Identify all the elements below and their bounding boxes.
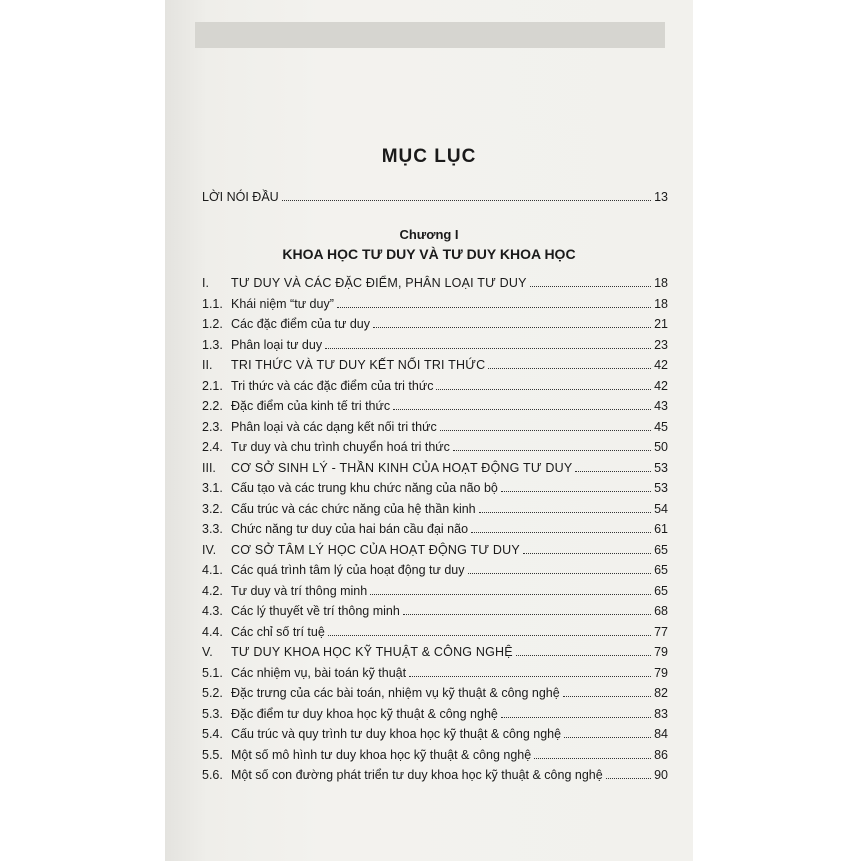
leader-dots: [325, 348, 651, 349]
entry-number: IV.: [202, 543, 217, 557]
leader-dots: [337, 307, 651, 308]
entry-number: 1.2.: [202, 317, 223, 331]
entry-label: Các lý thuyết về trí thông minh: [231, 604, 400, 618]
entry-label: Một số mô hình tư duy khoa học kỹ thuật & công nghệ: [231, 748, 532, 762]
entry-number: 1.1.: [202, 297, 223, 311]
entry-page: 65: [654, 543, 668, 557]
toc-entry[interactable]: [202, 518, 668, 536]
entry-page: 84: [654, 727, 668, 741]
entry-label: Chức năng tư duy của hai bán cầu đại não: [231, 522, 469, 536]
leader-dots: [328, 635, 651, 636]
entry-label: Đặc trưng của các bài toán, nhiệm vụ kỹ thuật & công nghệ: [231, 686, 560, 700]
entry-number: 5.2.: [202, 686, 223, 700]
entry-label: Cấu tạo và các trung khu chức năng của não bộ: [231, 481, 498, 495]
entry-label: Khái niệm “tư duy”: [231, 297, 334, 311]
toc-entry[interactable]: [202, 334, 668, 352]
entry-page: 18: [654, 276, 668, 290]
leader-dots: [501, 717, 651, 718]
bleed-through-band: [195, 22, 665, 48]
entry-label: TRI THỨC VÀ TƯ DUY KẾT NỐI TRI THỨC: [231, 358, 486, 372]
entry-page: 18: [654, 297, 668, 311]
entry-number: I.: [202, 276, 209, 290]
toc-entry[interactable]: [202, 539, 668, 557]
entry-number: 1.3.: [202, 338, 223, 352]
entry-label: CƠ SỞ TÂM LÝ HỌC CỦA HOẠT ĐỘNG TƯ DUY: [231, 543, 520, 557]
entry-number: 2.4.: [202, 440, 223, 454]
entry-label: CƠ SỞ SINH LÝ - THẦN KINH CỦA HOẠT ĐỘNG TƯ DUY: [231, 461, 573, 475]
entry-label: Đặc điểm tư duy khoa học kỹ thuật & công nghệ: [231, 707, 498, 721]
entry-number: 4.1.: [202, 563, 223, 577]
entry-number: 5.1.: [202, 666, 223, 680]
entry-page: 54: [654, 502, 668, 516]
entry-page: 68: [654, 604, 668, 618]
leader-dots: [403, 614, 651, 615]
entry-number: 3.2.: [202, 502, 223, 516]
toc-entry[interactable]: [202, 293, 668, 311]
entry-label: Tri thức và các đặc điểm của tri thức: [231, 379, 434, 393]
toc-entry[interactable]: [202, 641, 668, 659]
toc-entry[interactable]: [202, 600, 668, 618]
entry-page: 53: [654, 481, 668, 495]
entry-label: Các chỉ số trí tuệ: [231, 625, 325, 639]
entry-page: 79: [654, 645, 668, 659]
entry-label: Tư duy và trí thông minh: [231, 584, 368, 598]
toc-entry[interactable]: [202, 621, 668, 639]
toc-entry[interactable]: [202, 395, 668, 413]
entry-label: Phân loại và các dạng kết nối tri thức: [231, 420, 437, 434]
entry-page: 61: [654, 522, 668, 536]
leader-dots: [534, 758, 651, 759]
entry-label: TƯ DUY KHOA HỌC KỸ THUẬT & CÔNG NGHỆ: [231, 645, 513, 659]
toc-entry[interactable]: [202, 662, 668, 680]
entry-page: 79: [654, 666, 668, 680]
leader-dots: [468, 573, 652, 574]
entry-number: III.: [202, 461, 216, 475]
entry-page: 82: [654, 686, 668, 700]
toc-entry[interactable]: [202, 436, 668, 454]
toc-entry[interactable]: [202, 744, 668, 762]
page-title: MỤC LỤC: [381, 146, 477, 167]
entry-label: Các quá trình tâm lý của hoạt động tư duy: [231, 563, 465, 577]
leader-dots: [479, 512, 651, 513]
leader-dots: [471, 532, 651, 533]
leader-dots: [606, 778, 651, 779]
entry-number: 5.5.: [202, 748, 223, 762]
leader-dots: [436, 389, 651, 390]
entry-number: 4.3.: [202, 604, 223, 618]
entry-number: 2.1.: [202, 379, 223, 393]
entry-number: II.: [202, 358, 213, 372]
preface-label: LỜI NÓI ĐẦU: [202, 190, 279, 204]
entry-label: Cấu trúc và quy trình tư duy khoa học kỹ thuật & công nghệ: [231, 727, 562, 741]
entry-page: 90: [654, 768, 668, 782]
leader-dots: [282, 200, 651, 201]
toc-entry[interactable]: [202, 764, 668, 782]
leader-dots: [523, 553, 651, 554]
toc-entry[interactable]: [202, 559, 668, 577]
leader-dots: [370, 594, 651, 595]
entry-number: V.: [202, 645, 213, 659]
entry-label: Đặc điểm của kinh tế tri thức: [231, 399, 391, 413]
toc-entry[interactable]: [202, 703, 668, 721]
entry-number: 2.2.: [202, 399, 223, 413]
leader-dots: [563, 696, 651, 697]
toc-entry[interactable]: [202, 682, 668, 700]
entry-label: Cấu trúc và các chức năng của hệ thần kinh: [231, 502, 476, 516]
entry-label: Một số con đường phát triển tư duy khoa học kỹ thuật & công nghệ: [231, 768, 603, 782]
entry-number: 5.4.: [202, 727, 223, 741]
entry-page: 77: [654, 625, 668, 639]
toc-entry[interactable]: [202, 477, 668, 495]
entry-number: 4.2.: [202, 584, 223, 598]
entry-page: 65: [654, 563, 668, 577]
entry-page: 43: [654, 399, 668, 413]
toc-entry[interactable]: [202, 580, 668, 598]
entry-label: Các nhiệm vụ, bài toán kỹ thuật: [231, 666, 407, 680]
entry-label: Tư duy và chu trình chuyển hoá tri thức: [231, 440, 450, 454]
toc-entry[interactable]: [202, 416, 668, 434]
toc-entry[interactable]: [202, 375, 668, 393]
leader-dots: [488, 368, 651, 369]
leader-dots: [516, 655, 651, 656]
preface-row[interactable]: [202, 186, 668, 204]
leader-dots: [501, 491, 651, 492]
entry-page: 21: [654, 317, 668, 331]
entry-number: 2.3.: [202, 420, 223, 434]
entry-label: Các đặc điểm của tư duy: [231, 317, 370, 331]
toc-entry[interactable]: [202, 313, 668, 331]
leader-dots: [564, 737, 651, 738]
entry-number: 5.3.: [202, 707, 223, 721]
entry-label: Phân loại tư duy: [231, 338, 323, 352]
leader-dots: [393, 409, 651, 410]
entry-page: 53: [654, 461, 668, 475]
chapter-title: KHOA HỌC TƯ DUY VÀ TƯ DUY KHOA HỌC: [282, 246, 576, 262]
entry-page: 50: [654, 440, 668, 454]
leader-dots: [453, 450, 651, 451]
entry-page: 23: [654, 338, 668, 352]
toc-entry[interactable]: [202, 354, 668, 372]
toc-entry[interactable]: [202, 457, 668, 475]
entry-number: 3.1.: [202, 481, 223, 495]
toc-entry[interactable]: [202, 272, 668, 290]
preface-page: 13: [654, 190, 668, 204]
toc-entry[interactable]: [202, 723, 668, 741]
entry-number: 5.6.: [202, 768, 223, 782]
entry-number: 3.3.: [202, 522, 223, 536]
entry-page: 42: [654, 358, 668, 372]
leader-dots: [530, 286, 651, 287]
chapter-number: Chương I: [399, 227, 459, 242]
entry-label: TƯ DUY VÀ CÁC ĐẶC ĐIỂM, PHÂN LOẠI TƯ DUY: [231, 276, 527, 290]
entry-page: 86: [654, 748, 668, 762]
leader-dots: [440, 430, 651, 431]
entry-page: 83: [654, 707, 668, 721]
entry-page: 45: [654, 420, 668, 434]
entry-number: 4.4.: [202, 625, 223, 639]
entry-page: 42: [654, 379, 668, 393]
entry-page: 65: [654, 584, 668, 598]
toc-entry[interactable]: [202, 498, 668, 516]
leader-dots: [409, 676, 651, 677]
leader-dots: [575, 471, 651, 472]
book-page: [165, 0, 693, 861]
leader-dots: [373, 327, 651, 328]
